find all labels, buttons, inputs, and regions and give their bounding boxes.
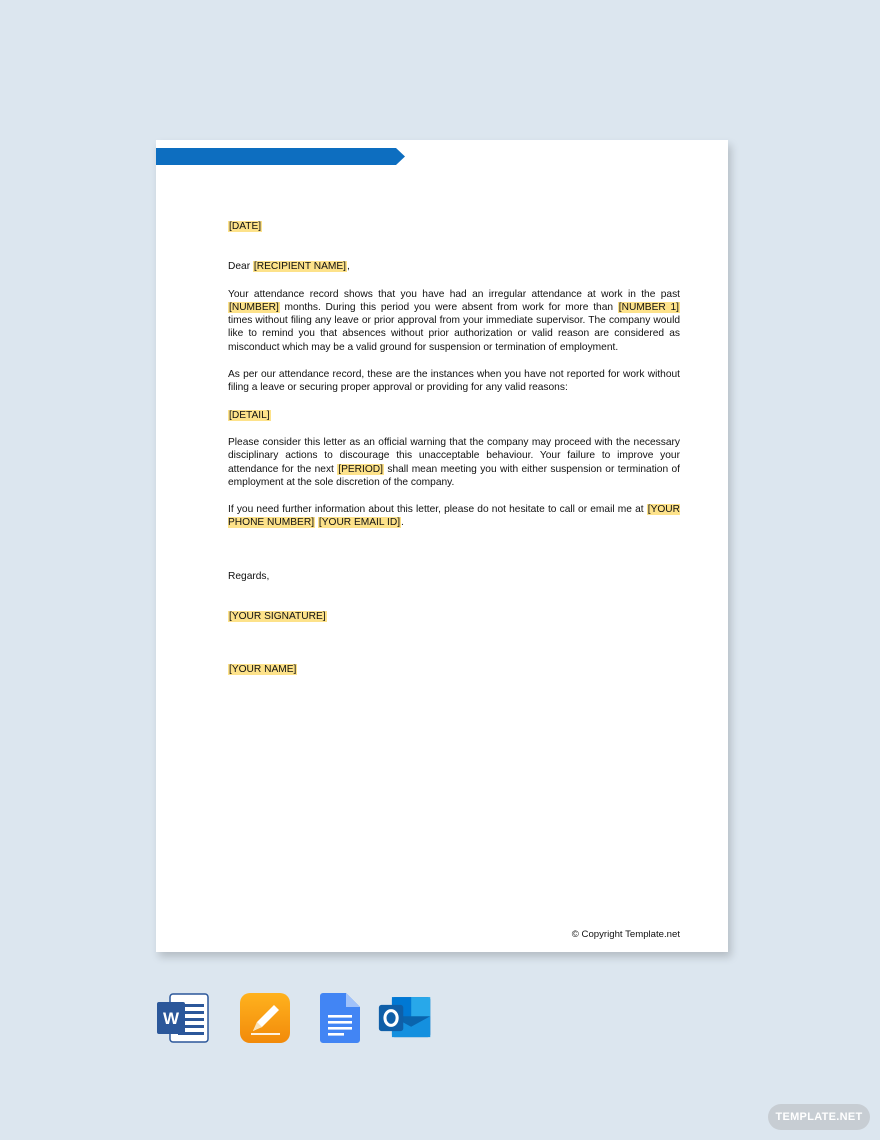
detail-placeholder: [DETAIL] xyxy=(229,409,270,421)
paragraph-3: Please consider this letter as an official warning that the company may proceed with the necessary disciplinary actions to discourage this unacceptable behaviour. Your failure to improve your attendance for the next [PERIOD] shall mean meeting you with either suspension or termination of employment at the sole discretion of the company. xyxy=(228,436,680,488)
paragraph-1: Your attendance record shows that you have had an irregular attendance at work in the past [NUMBER] months. During this period you were absent from work for more than [NUMBER 1] times without filing any leave or prior approval from your immediate supervisor. The company would like to remind you that absences without prior authorization or valid reason are considered as misconduct which may be a valid ground for suspension or termination of employment. xyxy=(228,288,680,353)
email-placeholder: [YOUR EMAIL ID] xyxy=(318,517,401,529)
paragraph-2: As per our attendance record, these are the instances when you have not reported for work without filing a leave or securing proper approval or providing for any valid reasons: xyxy=(228,369,680,394)
number1-placeholder: [NUMBER 1] xyxy=(618,301,679,313)
period-placeholder: [PERIOD] xyxy=(338,463,383,475)
date-placeholder: [DATE] xyxy=(229,221,262,232)
microsoft-word-icon[interactable] xyxy=(156,992,210,1044)
header-banner xyxy=(156,148,405,165)
phone-placeholder: [YOUR PHONE NUMBER] xyxy=(228,504,680,529)
apple-pages-icon[interactable] xyxy=(238,992,292,1044)
closing: Regards, xyxy=(228,570,270,582)
google-docs-icon[interactable] xyxy=(314,992,368,1044)
letter-body: [DATE] Dear [RECIPIENT NAME], Your attendance record shows that you have had an irregular attendance at work in the past [NUMBER] months. During this period you were absent from work for more than [NUMBER 1] times without filing any leave or prior approval from your immediate supervisor. The company would like to remind you that absences without prior authorization or valid reason are considered as misconduct which may be a valid ground for suspension or termination of employment. As per our attendance record, these are the instances when you have not reported for work without filing a leave or securing proper approval or providing for any valid reasons: [DETAIL] Please consider this letter as an official warning that the company may proceed with the necessary disciplinary actions to discourage this unacceptable behaviour. Your failure to improve your attendance for the next [PERIOD] shall mean meeting you with either suspension or termination of employment at the sole discretion of the company. If you need further information about this letter, please do not hesitate to call or email me at [YOUR PHONE NUMBER] [YOUR EMAIL ID]. Regards, [YOUR SIGNATURE] [YOUR NAME] xyxy=(228,221,680,676)
svg-text:W: W xyxy=(162,1009,180,1028)
copyright-notice: © Copyright Template.net xyxy=(571,929,680,940)
number-placeholder: [NUMBER] xyxy=(229,301,279,313)
recipient-placeholder: [RECIPIENT NAME] xyxy=(253,261,347,273)
name-placeholder: [YOUR NAME] xyxy=(229,664,297,676)
microsoft-outlook-icon[interactable] xyxy=(378,992,432,1044)
paragraph-4: If you need further information about this letter, please do not hesitate to call or email me at [YOUR PHONE NUMBER] [YOUR EMAIL ID]. xyxy=(228,504,680,529)
template-net-badge[interactable]: TEMPLATE.NET xyxy=(768,1104,870,1130)
format-icons xyxy=(156,992,456,1044)
document-page xyxy=(156,140,728,952)
signature-placeholder: [YOUR SIGNATURE] xyxy=(229,611,326,623)
salutation: Dear xyxy=(228,261,253,273)
